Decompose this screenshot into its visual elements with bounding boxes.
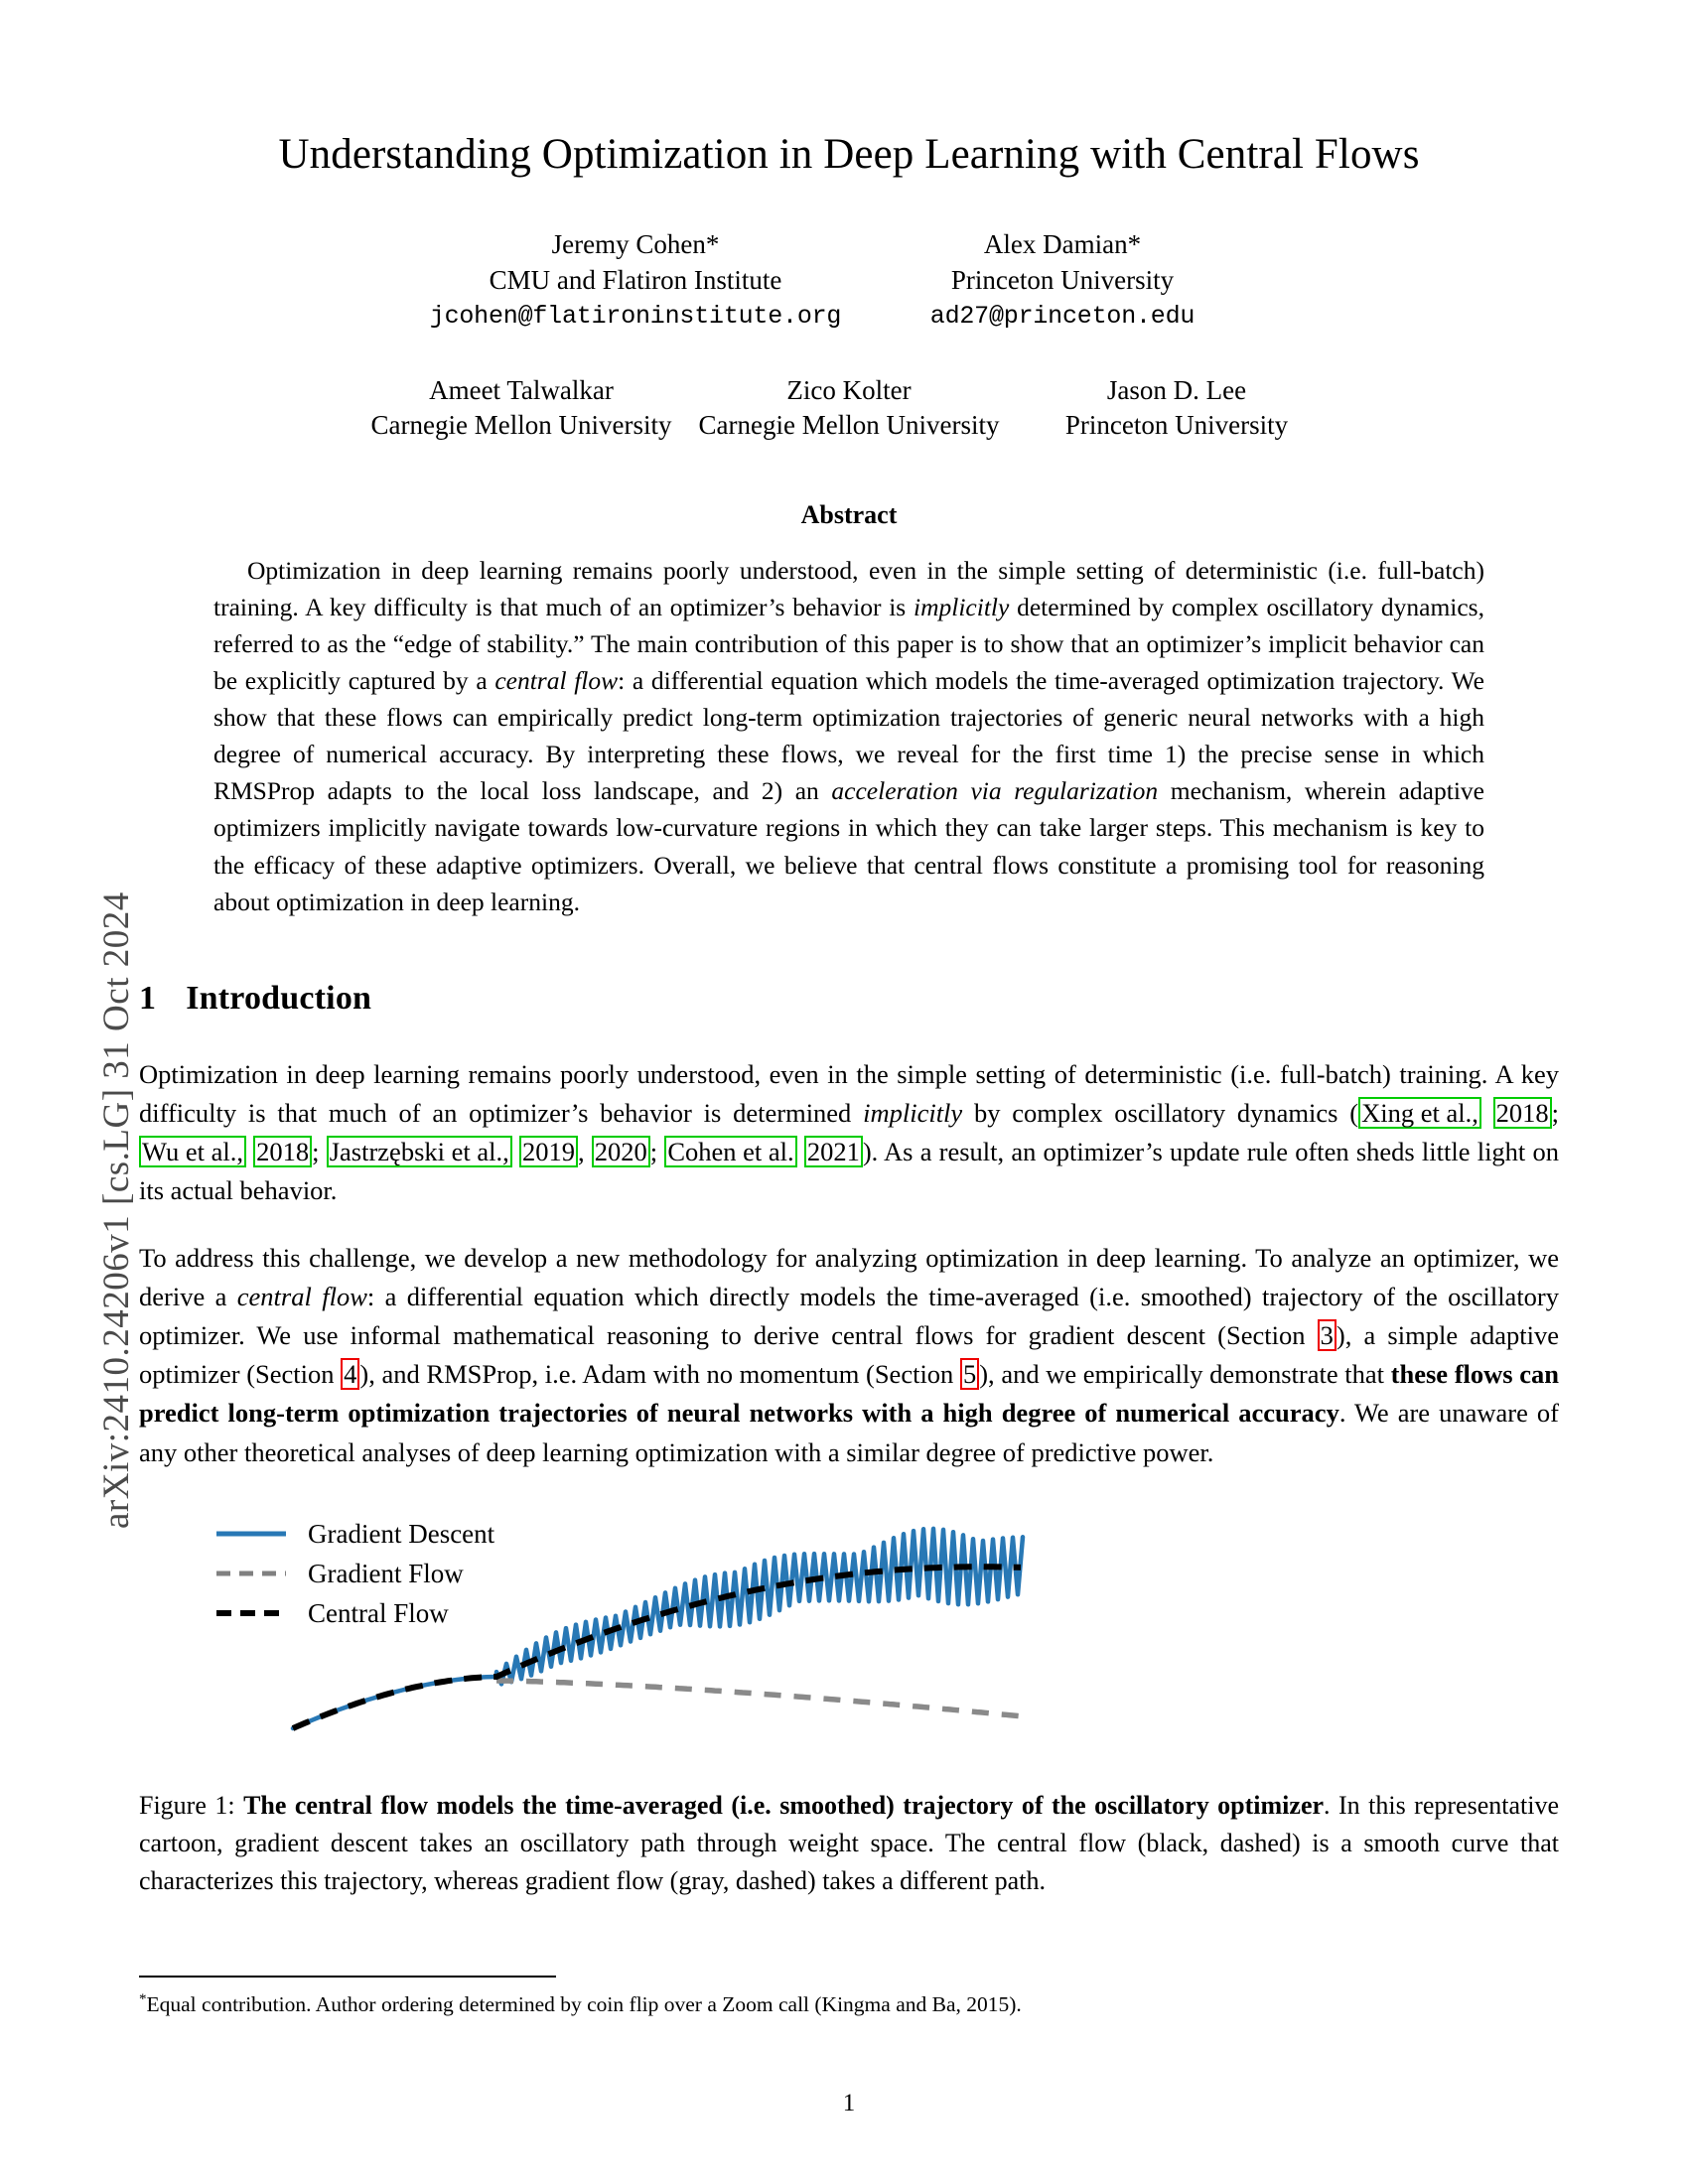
section-ref-link-5[interactable]: 5 — [960, 1358, 979, 1390]
intro-p2-emph-central-flow: central flow — [236, 1281, 367, 1311]
author-block — [685, 373, 1013, 444]
abstract-text-d: mechanism, wherein adaptive optimizers implicitly navigate towards low-curvature regions in which they can take larger steps. This mechanism is key to the efficacy of these adaptive optimizers. Overall, we believe that central flows constitute a promising tool for reasoning about optimization in deep learning. — [213, 776, 1484, 916]
figure-1 — [139, 1508, 1559, 1761]
abstract-heading: Abstract — [800, 499, 898, 529]
abstract-body — [213, 552, 1484, 920]
legend-label-gradient-flow: Gradient Flow — [308, 1558, 464, 1588]
abstract-text-b: determined by complex oscillatory dynamics, referred to as the “edge of stability.” The main contribution of this paper is to show that an optimizer’s implicit behavior can be explicitly captured by a — [213, 592, 1484, 696]
author-name: Jason D. Lee — [1106, 374, 1247, 405]
citation-link-wu-2018-year[interactable]: 2018 — [253, 1136, 312, 1167]
intro-p1-emph-implicitly: implicitly — [863, 1097, 963, 1128]
footnote-marker: * — [139, 1991, 147, 2007]
section-number: 1 — [139, 979, 157, 1017]
author-affiliation: Carnegie Mellon University — [370, 410, 672, 441]
abstract-emph-acceleration: acceleration via regularization — [831, 776, 1159, 806]
intro-p1-text-a: Optimization in deep learning remains poorly understood, even in the simple setting of deterministic (i.e. full-batch) training. A key difficulty is that much of an optimizer’s behavior is determined — [139, 1058, 1559, 1128]
figure-legend — [216, 1519, 495, 1628]
footnote-rule — [139, 1976, 556, 1978]
page-title: Understanding Optimization in Deep Learning with Central Flows — [278, 131, 1420, 178]
citation-link-cohen-author[interactable]: Cohen et al. — [664, 1136, 796, 1167]
citation-link-jastrzebski-2020-year[interactable]: 2020 — [592, 1136, 650, 1167]
abstract-text-c: : a differential equation which models the time-averaged optimization trajectory. We show that these flows can empirically predict long-term optimization trajectories of generic neural networks with a high degree of numerical accuracy. By interpreting these flows, we reveal for the first time 1) the precise sense in which RMSProp adapts to the local loss landscape, and 2) an — [213, 666, 1484, 806]
author-name: Zico Kolter — [786, 374, 912, 405]
intro-p2-text-e: ), and we empirically demonstrate that — [979, 1359, 1391, 1390]
author-row-secondary — [139, 373, 1559, 444]
citation-link-wu-2018-author[interactable]: Wu et al., — [139, 1136, 246, 1167]
citation-link-cohen-2021-year[interactable]: 2021 — [804, 1136, 863, 1167]
curve-gradient-flow — [496, 1681, 1021, 1716]
section-ref-link-4[interactable]: 4 — [341, 1358, 359, 1390]
arxiv-stamp-text: arXiv:2410.24206v1 [cs.LG] 31 Oct 2024 — [96, 891, 137, 1529]
author-email[interactable]: ad27@princeton.edu — [929, 301, 1196, 331]
legend-label-gradient-descent: Gradient Descent — [308, 1518, 495, 1549]
figure-caption-bold: The central flow models the time-averaged (i.e. smoothed) trajectory of the oscillatory optimizer — [243, 1790, 1325, 1820]
intro-p1-text-b: by complex oscillatory dynamics ( — [962, 1097, 1359, 1128]
figure-caption-rest: . In this representative cartoon, gradient descent takes an oscillatory path through weight space. The central flow (black, dashed) is a smooth curve that characterizes this trajectory, whereas gradient flow (gray, dashed) takes a different path. — [139, 1790, 1559, 1896]
footnote-area — [139, 1976, 1559, 2019]
intro-p2-text-b: : a differential equation which directly models the time-averaged (i.e. smoothed) trajectory of the oscillatory optimizer. We use informal mathematical reasoning to derive central flows for gradient descent (Section — [139, 1281, 1559, 1351]
author-name: Alex Damian* — [983, 229, 1142, 260]
intro-p2-text-a: To address this challenge, we develop a new methodology for analyzing optimization in deep learning. To analyze an optimizer, we derive a — [139, 1242, 1559, 1311]
figure-1-caption — [139, 1787, 1559, 1901]
curve-central-flow — [293, 1567, 1021, 1728]
footnote-text — [139, 1989, 1559, 2019]
abstract-emph-implicitly: implicitly — [914, 592, 1010, 621]
author-affiliation: Carnegie Mellon University — [698, 410, 1000, 441]
author-block — [357, 373, 685, 444]
section-title: Introduction — [186, 979, 372, 1017]
abstract-emph-central-flow: central flow — [494, 666, 619, 696]
abstract-text-a: Optimization in deep learning remains poorly understood, even in the simple setting of deterministic (i.e. full-batch) training. A key difficulty is that much of an optimizer’s behavior is — [213, 555, 1484, 621]
intro-p2-bold-claim: these flows can predict long-term optimization trajectories of neural networks with a high degree of numerical accuracy — [139, 1359, 1559, 1429]
intro-p2-text-c: ), a simple adaptive optimizer (Section — [139, 1320, 1559, 1390]
citation-link-xing-2018-year[interactable]: 2018 — [1493, 1097, 1552, 1129]
author-block — [849, 227, 1276, 333]
author-name: Jeremy Cohen* — [551, 229, 720, 260]
intro-p2-text-f: . We are unaware of any other theoretical analyses of deep learning optimization with a similar degree of predictive power. — [139, 1398, 1559, 1467]
figure-caption-prefix: Figure 1: — [139, 1790, 244, 1820]
citation-link-xing-2018-author[interactable]: Xing et al., — [1358, 1097, 1481, 1129]
intro-p2-text-d: ), and RMSProp, i.e. Adam with no momentum (Section — [359, 1359, 960, 1390]
author-email[interactable]: jcohen@flatironinstitute.org — [429, 301, 842, 331]
author-block — [1013, 373, 1340, 444]
author-row-primary — [139, 227, 1559, 333]
author-affiliation: Princeton University — [1064, 410, 1289, 441]
citation-link-jastrzebski-author[interactable]: Jastrzębski et al., — [327, 1136, 512, 1167]
section-heading-introduction — [139, 980, 1559, 1018]
author-affiliation: Princeton University — [950, 264, 1175, 295]
author-affiliation: CMU and Flatiron Institute — [489, 264, 782, 295]
intro-p1-text-c: ). As a result, an optimizer’s update rule often sheds little light on its actual behavior. — [139, 1137, 1559, 1206]
footnote-body: Equal contribution. Author ordering determined by coin flip over a Zoom call (Kingma and Ba, 2015). — [146, 1992, 1022, 2017]
page-number: 1 — [842, 2090, 856, 2116]
intro-paragraph-2 — [139, 1239, 1559, 1472]
author-block — [422, 227, 849, 333]
paper-page — [139, 0, 1559, 2184]
section-ref-link-3[interactable]: 3 — [1318, 1319, 1336, 1351]
intro-paragraph-1: Optimization in deep learning remains poorly understood, even in the simple setting of deterministic (i.e. full-batch) training. A key difficulty is that much of an optimizer’s behavior is determined implicitly by complex oscillatory dynamics ( Xing et al., 2018 ; Wu et al., 2018 ; Jastrzębski et al., 2019 , 2020 ; Cohen et al. 2021 ). As a result, an optimizer’s update rule often sheds little light on its actual behavior. — [139, 1058, 1559, 1206]
legend-label-central-flow: Central Flow — [308, 1597, 449, 1628]
citation-link-jastrzebski-2019-year[interactable]: 2019 — [519, 1136, 578, 1167]
author-name: Ameet Talwalkar — [429, 374, 614, 405]
arxiv-stamp — [0, 0, 137, 2184]
figure-1-plot — [139, 1508, 1559, 1761]
